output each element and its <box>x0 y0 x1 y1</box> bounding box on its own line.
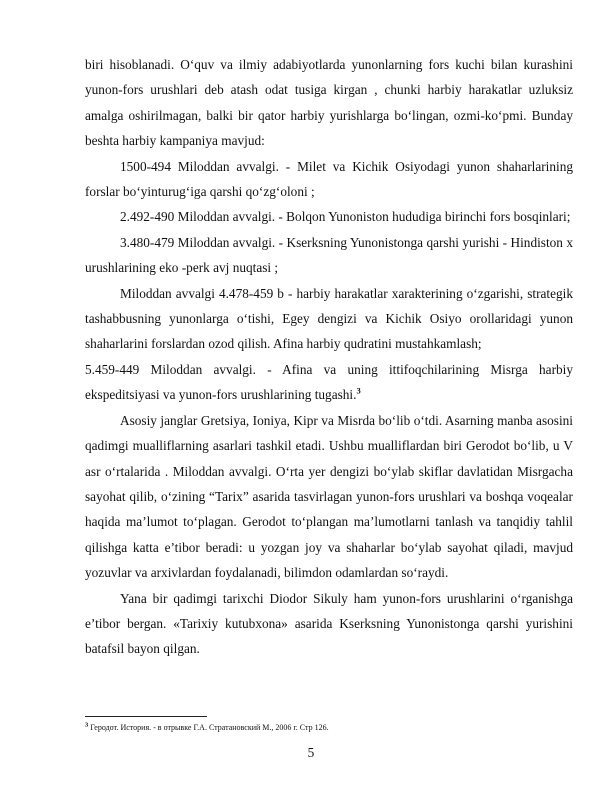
body-text <box>85 52 573 662</box>
list-item-campaign-5 <box>85 357 573 408</box>
list-item-campaign-2: 2.492-490 Miloddan avvalgi. - Bolqon Yunoniston hududiga birinchi fors bosqinlari; <box>120 209 571 225</box>
paragraph-sources: Asosiy janglar Gretsiya, Ioniya, Kipr va Misrda bo‘lib o‘tdi. Asarning manba asosini qadimgi mualliflarning asarlari tashkil etadi. Ushbu mualliflardan biri Gerodot bo‘lib, u V asr o‘rtalarida . Miloddan avvalgi. O‘rta yer dengizi bo‘ylab skiflar davlatidan Misrgacha sayohat qilib, o‘zining “Tarix” asarida tasvirlagan yunon-fors urushlari va boshqa voqealar haqida ma’lumot to‘plagan. Gerodot to‘plangan ma’lumotlarni tanlash va tanqidiy tahlil qilishga katta e’tibor beradi: u yozgan joy va shaharlar bo‘ylab sayohat qiladi, mavjud yozuvlar va arxivlardan foydalanadi, bilimdon odamlardan so‘raydi. <box>85 412 573 581</box>
footnote-reference: 3 <box>356 385 361 396</box>
footnote-divider <box>85 716 207 717</box>
list-item-campaign-1: 1500-494 Miloddan avvalgi. - Milet va Kichik Osiyodagi yunon shaharlarining forslar bo‘yinturug‘iga qarshi qo‘zg‘oloni ; <box>85 158 573 200</box>
list-item-campaign-4: Miloddan avvalgi 4.478-459 b - harbiy harakatlar xarakterining o‘zgarishi, strategik tashabbusning yunonlarga o‘tishi, Egey dengizi va Kichik Osiyo orollaridagi yunon shaharlarini forslardan ozod qilish. Afina harbiy qudratini mustahkamlash; <box>85 285 573 352</box>
footnote <box>85 722 573 733</box>
list-item-campaign-5-text: 5.459-449 Miloddan avvalgi. - Afina va uning ittifoqchilarining Misrga harbiy ekspeditsiyasi va yunon-fors urushlarining tugashi. <box>85 361 573 403</box>
paragraph-diodor: Yana bir qadimgi tarixchi Diodor Sikuly ham yunon-fors urushlarini o‘rganishga e’tibor bergan. «Tarixiy kutubxona» asarida Kserksning Yunonistonga qarshi yurishini batafsil bayon qilgan. <box>85 590 573 657</box>
paragraph-intro: biri hisoblanadi. O‘quv va ilmiy adabiyotlarda yunonlarning fors kuchi bilan kurashini yunon-fors urushlari deb atash odat tusiga kirgan , chunki harbiy harakatlar uzluksiz amalga oshirilmagan, balki bir qator harbiy yurishlarga bo‘lingan, ozmi-ko‘pmi. Bunday beshta harbiy kampaniya mavjud: <box>85 57 573 149</box>
list-item-campaign-3: 3.480-479 Miloddan avvalgi. - Kserksning Yunonistonga qarshi yurishi - Hindiston x urushlarining eko -perk avj nuqtasi ; <box>85 234 573 276</box>
page-number: 5 <box>307 745 315 760</box>
footnote-number: 3 <box>85 721 89 729</box>
footnote-text: Геродот. История. - в отрывке Г.А. Стратановский М., 2006 г. Стр 126. <box>90 723 329 732</box>
